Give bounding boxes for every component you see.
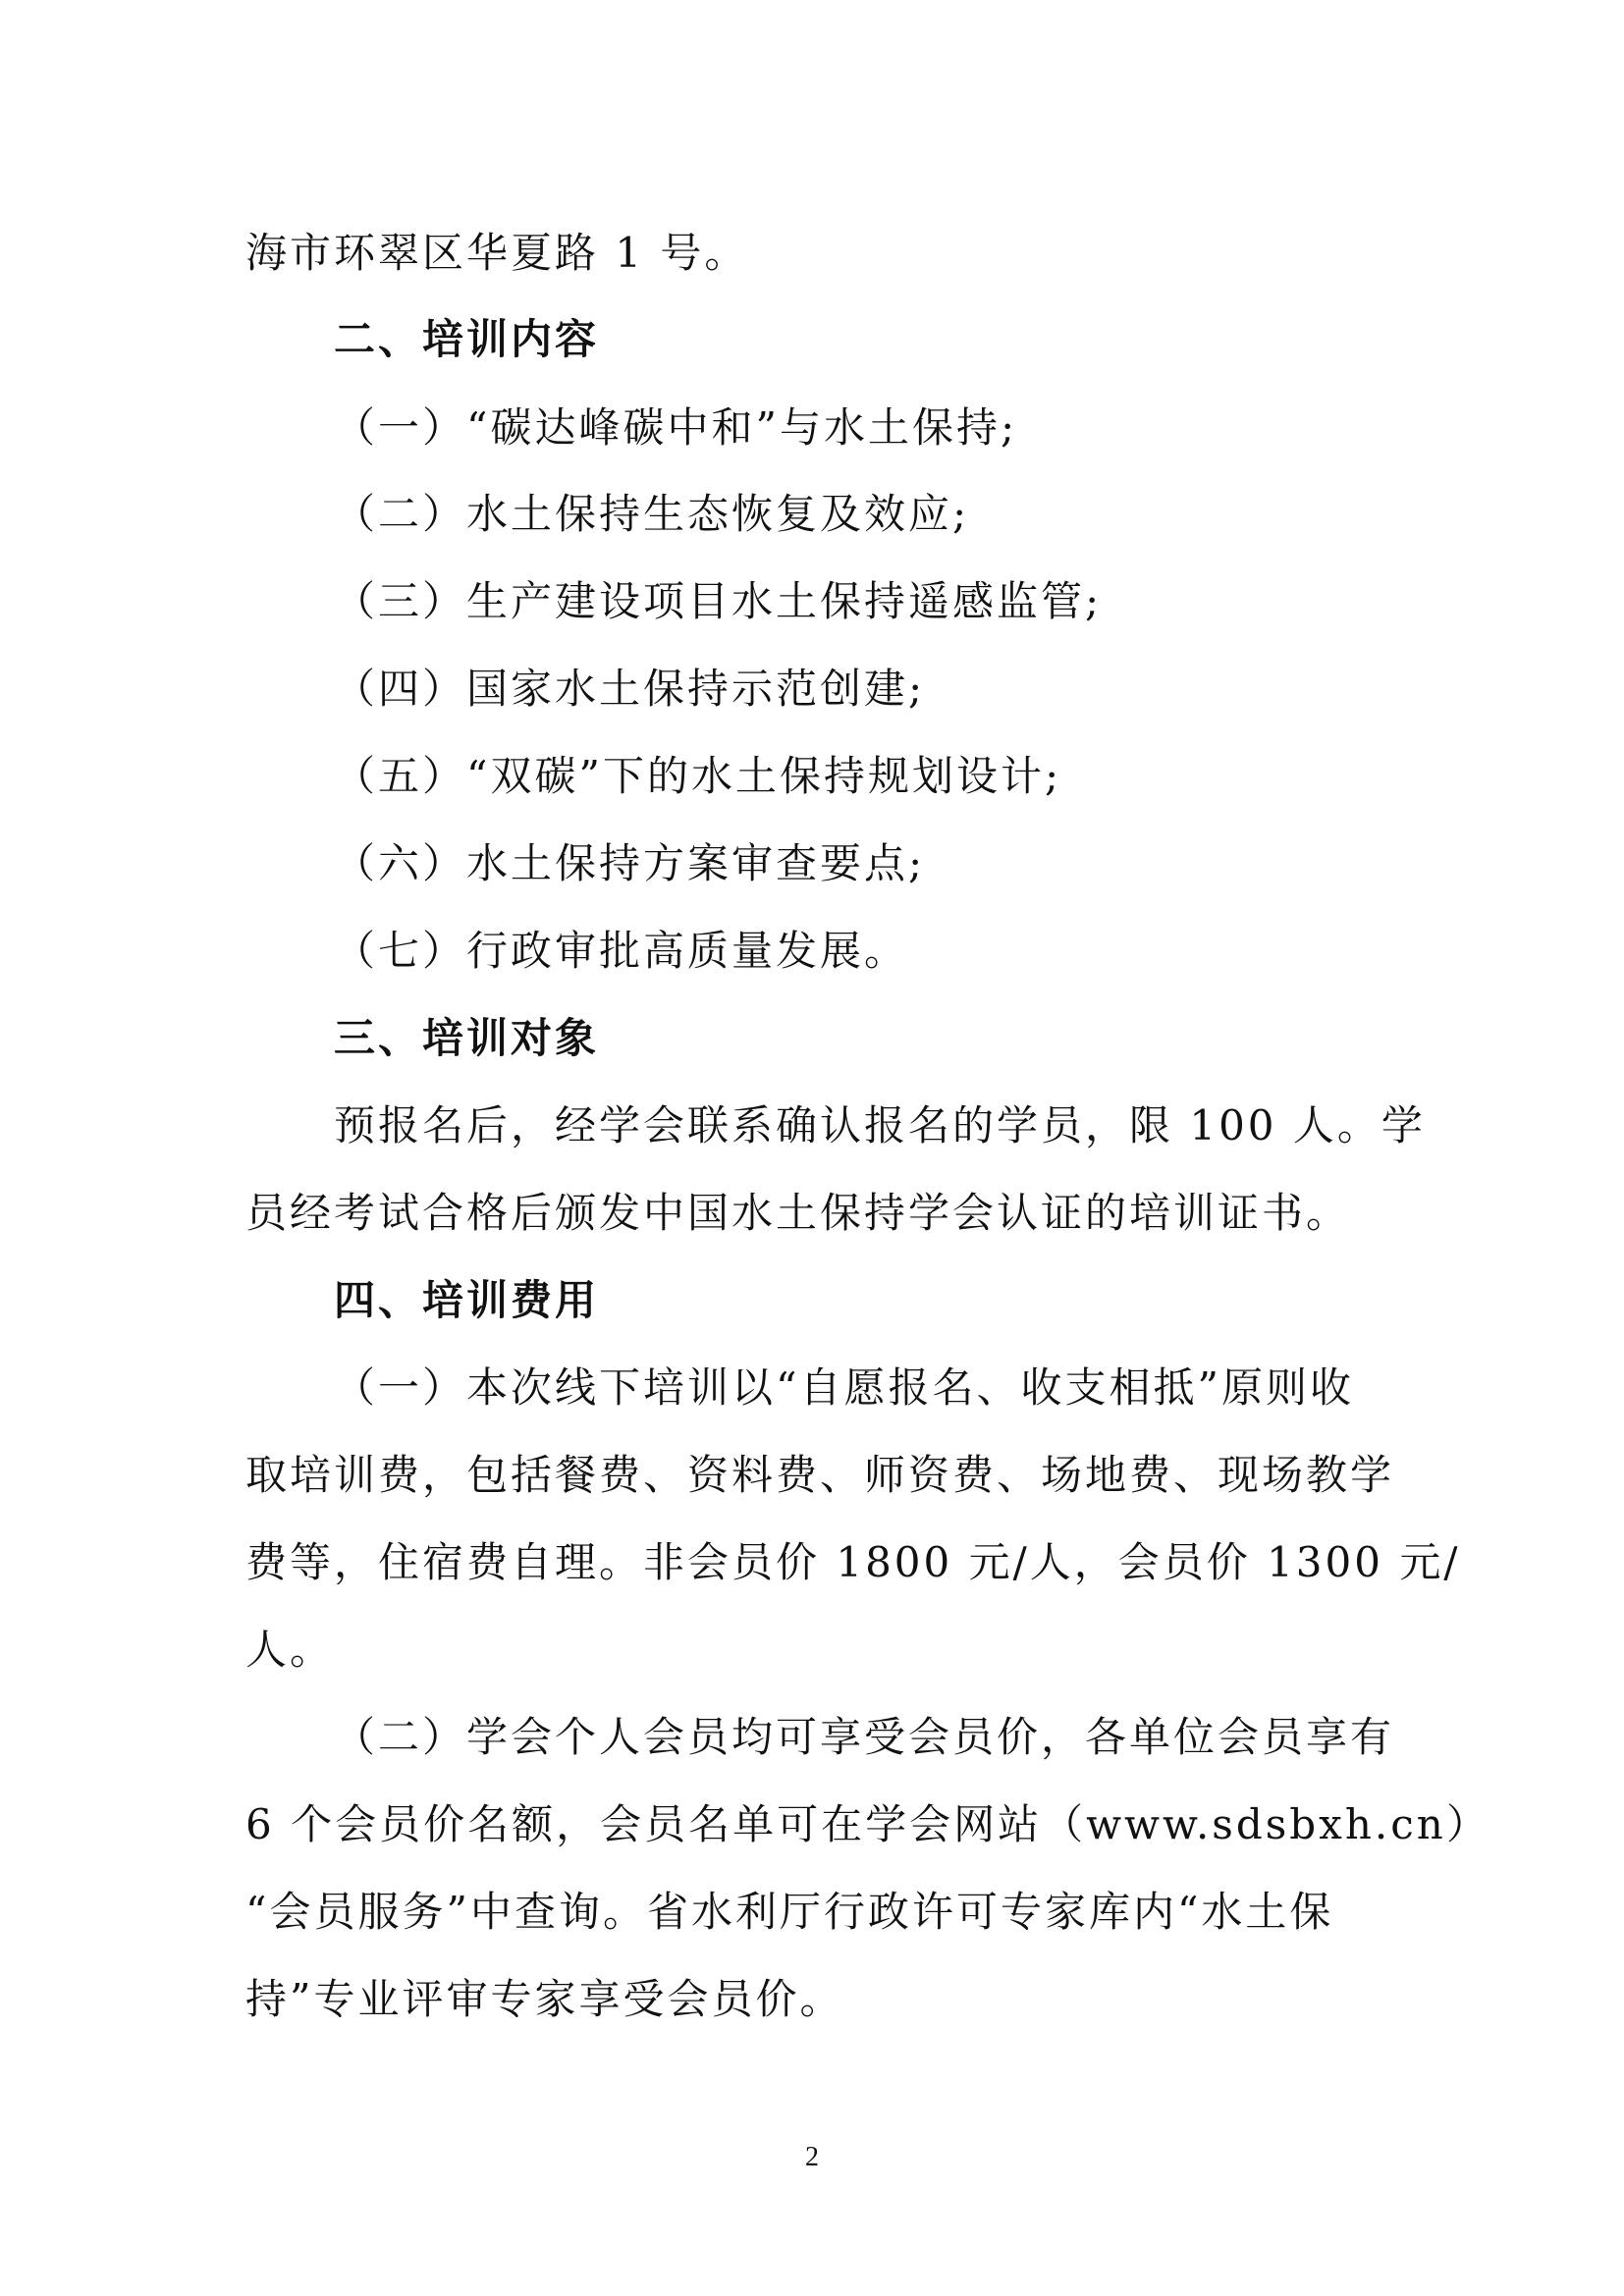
section-heading-training-audience: 三、培训对象: [334, 1014, 600, 1062]
fees-paragraph-2-line-2: 6 个会员价名额，会员名单可在学会网站（www.sdsbxh.cn）: [245, 1800, 1490, 1848]
fees-paragraph-2-line-4: 持”专业评审专家享受会员价。: [245, 1975, 844, 2023]
text-line-address-end: 海市环翠区华夏路 1 号。: [245, 229, 749, 277]
fees-paragraph-2-line-1: （二）学会个人会员均可享受会员价，各单位会员享有: [334, 1713, 1395, 1761]
audience-paragraph-line-2: 员经考试合格后颁发中国水土保持学会认证的培训证书。: [245, 1189, 1351, 1237]
fees-paragraph-1-line-3: 费等，住宿费自理。非会员价 1800 元/人，会员价 1300 元/: [245, 1538, 1461, 1586]
fees-paragraph-2-line-3: “会员服务”中查询。省水利厅行政许可专家库内“水土保: [245, 1888, 1334, 1936]
content-item-2: （二）水土保持生态恢复及效应;: [334, 490, 970, 538]
content-item-6: （六）水土保持方案审查要点;: [334, 839, 926, 887]
content-item-4: （四）国家水土保持示范创建;: [334, 665, 926, 713]
section-heading-training-fees: 四、培训费用: [334, 1276, 600, 1324]
content-item-7: （七）行政审批高质量发展。: [334, 927, 909, 975]
content-item-1: （一）“碳达峰碳中和”与水土保持;: [334, 403, 1018, 452]
content-item-3: （三）生产建设项目水土保持遥感监管;: [334, 577, 1103, 625]
audience-paragraph-line-1: 预报名后，经学会联系确认报名的学员，限 100 人。学: [334, 1101, 1426, 1149]
fees-paragraph-1-line-1: （一）本次线下培训以“自愿报名、收支相抵”原则收: [334, 1363, 1354, 1412]
fees-paragraph-1-line-4: 人。: [245, 1626, 335, 1674]
content-item-5: （五）“双碳”下的水土保持规划设计;: [334, 752, 1062, 800]
page-number: 2: [805, 2142, 819, 2172]
section-heading-training-content: 二、培训内容: [334, 315, 600, 363]
fees-paragraph-1-line-2: 取培训费，包括餐费、资料费、师资费、场地费、现场教学: [245, 1451, 1395, 1499]
